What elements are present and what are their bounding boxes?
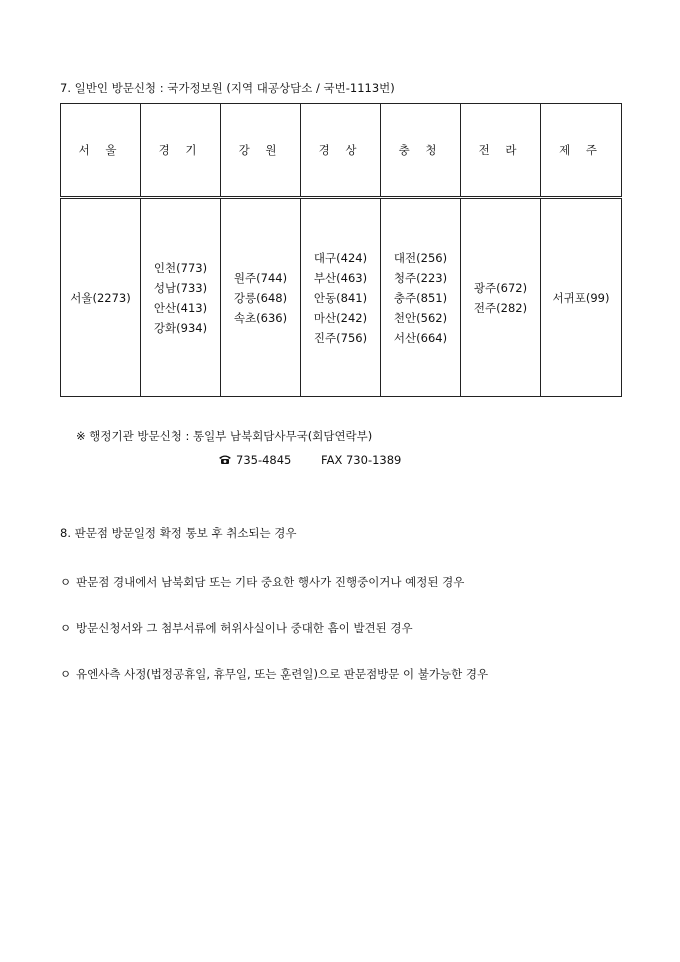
office-entry: 전주(282)	[473, 300, 528, 315]
table-header-row	[61, 104, 622, 198]
office-entry: 대전(256)	[393, 250, 448, 265]
office-entry: 충주(851)	[393, 290, 448, 305]
office-entry: 청주(223)	[393, 270, 448, 285]
office-entry: 부산(463)	[313, 270, 368, 285]
office-entry: 서울(2273)	[70, 290, 131, 305]
list-item-text: 판문점 경내에서 남북회담 또는 기타 중요한 행사가 진행중이거나 예정된 경우	[76, 575, 465, 589]
phone-number: 735-4845	[236, 453, 292, 467]
cell-seoul	[61, 198, 141, 397]
office-entry: 속초(636)	[233, 310, 288, 325]
admin-visit-note: ※ 행정기관 방문신청 : 통일부 남북회담사무국(회담연락부)	[76, 429, 373, 443]
office-entry: 서귀포(99)	[552, 290, 610, 305]
cell-jeolla	[461, 198, 541, 397]
office-entry: 천안(562)	[393, 310, 448, 325]
office-entry: 강화(934)	[153, 320, 208, 335]
office-entry: 성남(733)	[153, 280, 208, 295]
header-seoul: 서 울	[61, 104, 141, 198]
office-entry: 광주(672)	[473, 280, 528, 295]
office-entry: 대구(424)	[313, 250, 368, 265]
list-item-text: 유엔사측 사정(법정공휴일, 휴무일, 또는 훈련일)으로 판문점방문 이 불가능한 경우	[76, 667, 489, 681]
office-entry: 안산(413)	[153, 300, 208, 315]
cell-chungcheong	[381, 198, 461, 397]
table-body-row	[61, 198, 622, 397]
section7-title: 7. 일반인 방문신청 : 국가정보원 (지역 대공상담소 / 국번-1113번)	[60, 81, 395, 95]
header-chungcheong: 충 청	[381, 104, 461, 198]
office-entry: 원주(744)	[233, 270, 288, 285]
office-entry: 강릉(648)	[233, 290, 288, 305]
office-entry: 진주(756)	[313, 330, 368, 345]
fax-number: FAX 730-1389	[321, 453, 402, 467]
header-gyeonggi: 경 기	[141, 104, 221, 198]
section8-title: 8. 판문점 방문일정 확정 통보 후 취소되는 경우	[60, 526, 297, 540]
bullet-marker: ㅇ	[60, 621, 72, 635]
list-item	[60, 574, 464, 590]
bullet-marker: ㅇ	[60, 575, 72, 589]
region-table	[60, 103, 622, 397]
header-jeju: 제 주	[541, 104, 622, 198]
header-gangwon: 강 원	[221, 104, 301, 198]
contact-line	[218, 453, 401, 467]
office-entry: 안동(841)	[313, 290, 368, 305]
phone-icon	[218, 454, 232, 465]
list-item	[60, 620, 413, 636]
office-entry: 인천(773)	[153, 260, 208, 275]
office-entry: 서산(664)	[393, 330, 448, 345]
bullet-marker: ㅇ	[60, 667, 72, 681]
list-item	[60, 666, 488, 682]
header-gyeongsang: 경 상	[301, 104, 381, 198]
office-entry: 마산(242)	[313, 310, 368, 325]
list-item-text: 방문신청서와 그 첨부서류에 허위사실이나 중대한 흠이 발견된 경우	[76, 621, 413, 635]
cell-gyeongsang	[301, 198, 381, 397]
cell-jeju	[541, 198, 622, 397]
cell-gyeonggi	[141, 198, 221, 397]
cell-gangwon	[221, 198, 301, 397]
header-jeolla: 전 라	[461, 104, 541, 198]
